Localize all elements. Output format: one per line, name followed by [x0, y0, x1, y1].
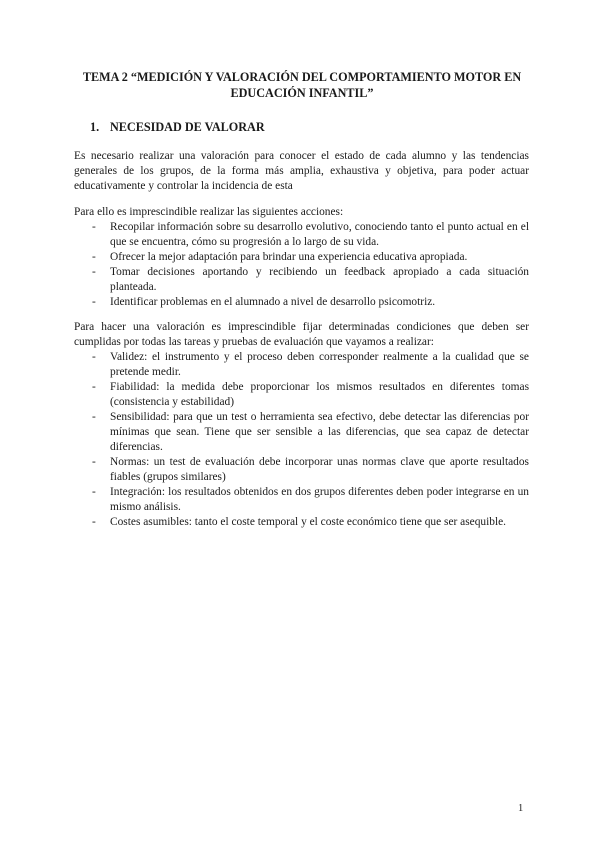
list-item-text: Sensibilidad: para que un test o herramienta sea efectivo, debe detectar las diferencias por mínimas que sean. Tiene que ser sensible a las diferencias, que sea capaz de detectar diferencias.	[110, 411, 529, 453]
bullet-dash: -	[92, 296, 96, 308]
list-item	[74, 250, 529, 265]
list-item	[74, 455, 529, 485]
section-title: NECESIDAD DE VALORAR	[110, 120, 265, 134]
bullet-dash: -	[92, 381, 96, 393]
list-item-text: Normas: un test de evaluación debe incorporar unas normas clave que aporte resultados fiables (grupos similares)	[110, 456, 529, 483]
list-item-text: Integración: los resultados obtenidos en dos grupos diferentes deben poder integrarse en un mismo análisis.	[110, 486, 529, 513]
bullet-dash: -	[92, 351, 96, 363]
list-item	[74, 350, 529, 380]
list-item	[74, 410, 529, 455]
section-number: 1.	[90, 120, 100, 134]
list-item-text: Fiabilidad: la medida debe proporcionar los mismos resultados en diferentes tomas (consistencia y estabilidad)	[110, 381, 529, 408]
document-title: TEMA 2 “MEDICIÓN Y VALORACIÓN DEL COMPORTAMIENTO MOTOR EN EDUCACIÓN INFANTIL”	[82, 70, 522, 100]
list-item-text: Ofrecer la mejor adaptación para brindar una experiencia educativa apropiada.	[110, 251, 468, 263]
list-item	[74, 515, 529, 530]
list-item-text: Identificar problemas en el alumnado a nivel de desarrollo psicomotriz.	[110, 296, 436, 308]
list-item	[74, 220, 529, 250]
conditions-intro-paragraph: Para hacer una valoración es imprescindible fijar determinadas condiciones que deben ser cumplidas por todas las tareas y pruebas de evaluación que vayamos a realizar:	[74, 321, 529, 348]
bullet-dash: -	[92, 251, 96, 263]
bullet-dash: -	[92, 266, 96, 278]
list-item	[74, 485, 529, 515]
list-item	[74, 380, 529, 410]
page-number: 1	[518, 803, 524, 814]
actions-intro-paragraph: Para ello es imprescindible realizar las siguientes acciones:	[74, 206, 344, 218]
conditions-list	[74, 350, 529, 530]
bullet-dash: -	[92, 486, 96, 498]
bullet-dash: -	[92, 516, 96, 528]
list-item	[74, 265, 529, 295]
list-item	[74, 295, 529, 310]
section-heading	[90, 119, 265, 135]
list-item-text: Recopilar información sobre su desarrollo evolutivo, conociendo tanto el punto actual en el que se encuentra, cómo su progresión a lo largo de su vida.	[110, 221, 529, 248]
bullet-dash: -	[92, 221, 96, 233]
intro-paragraph: Es necesario realizar una valoración para conocer el estado de cada alumno y las tendencias generales de los grupos, de la forma más amplia, exhaustiva y objetiva, para poder actuar educativamente y controlar la incidencia de esta	[74, 150, 529, 192]
bullet-dash: -	[92, 411, 96, 423]
list-item-text: Validez: el instrumento y el proceso deben corresponder realmente a la cualidad que se pretende medir.	[110, 351, 529, 378]
list-item-text: Costes asumibles: tanto el coste temporal y el coste económico tiene que ser asequible.	[110, 516, 507, 528]
list-item-text: Tomar decisiones aportando y recibiendo un feedback apropiado a cada situación planteada.	[110, 266, 529, 293]
bullet-dash: -	[92, 456, 96, 468]
actions-list	[74, 220, 529, 310]
